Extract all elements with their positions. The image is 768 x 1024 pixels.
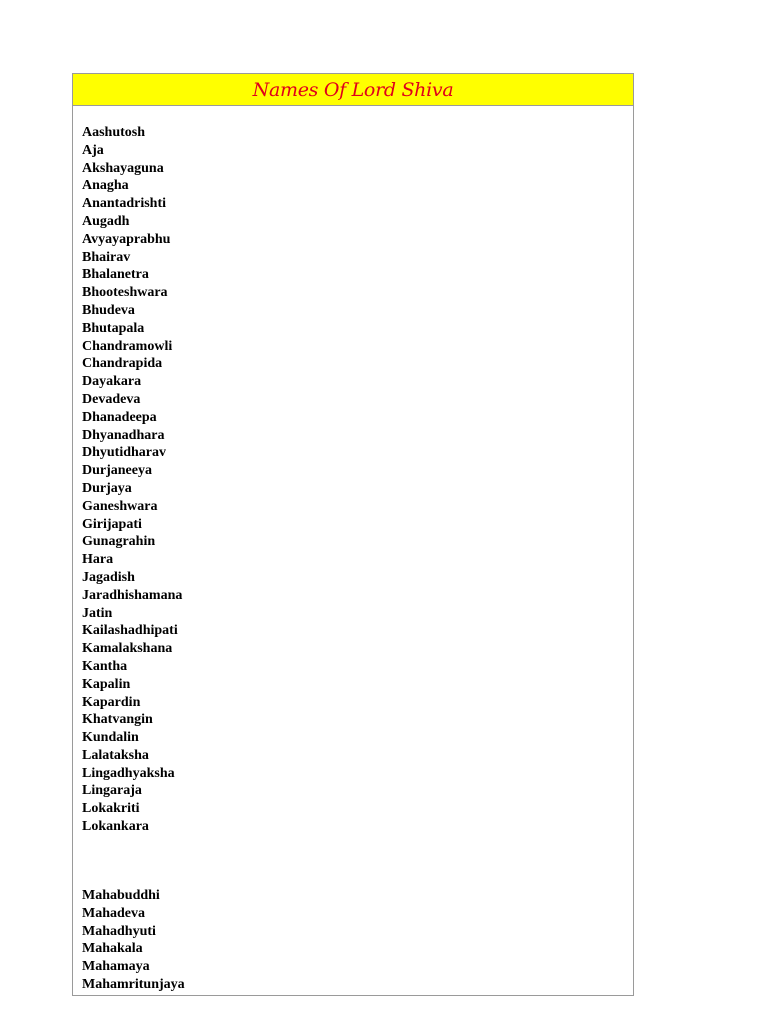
name-list-item: Avyayaprabhu <box>82 231 171 247</box>
name-list-item: Aja <box>82 142 104 158</box>
title-bar <box>73 74 633 106</box>
names-list-group-2 <box>82 887 185 994</box>
name-list-item: Akshayaguna <box>82 160 164 176</box>
name-list-item: Lokankara <box>82 819 149 835</box>
name-list-item: Ganeshwara <box>82 498 158 514</box>
name-list-item: Hara <box>82 552 114 568</box>
name-list-item: Mahadeva <box>82 905 145 921</box>
name-list-item: Kapalin <box>82 676 131 692</box>
name-list-item: Durjaya <box>82 480 132 496</box>
name-list-item: Mahadhyuti <box>82 923 156 939</box>
name-list-item: Gunagrahin <box>82 534 156 550</box>
name-list-item: Mahamritunjaya <box>82 976 185 992</box>
name-list-item: Bhairav <box>82 249 131 265</box>
name-list-item: Lingadhyaksha <box>82 765 175 781</box>
name-list-item: Anantadrishti <box>82 196 167 212</box>
name-list-item: Bhooteshwara <box>82 285 168 301</box>
name-list-item: Kantha <box>82 658 128 674</box>
name-list-item: Dayakara <box>82 374 142 390</box>
name-list-item: Lingaraja <box>82 783 142 799</box>
names-list-group-1 <box>82 124 182 836</box>
name-list-item: Jatin <box>82 605 113 621</box>
name-list-item: Dhyanadhara <box>82 427 165 443</box>
name-list-item: Kapardin <box>82 694 141 710</box>
name-list-item: Bhutapala <box>82 320 145 336</box>
name-list-item: Kailashadhipati <box>82 623 178 639</box>
names-table <box>72 73 634 996</box>
name-list-item: Dhanadeepa <box>82 409 157 425</box>
name-list-item: Khatvangin <box>82 712 153 728</box>
name-list-item: Bhudeva <box>82 302 135 318</box>
name-list-item: Jaradhishamana <box>82 587 183 603</box>
name-list-item: Kundalin <box>82 730 139 746</box>
name-list-item: Kamalakshana <box>82 641 173 657</box>
name-list-item: Dhyutidharav <box>82 445 167 461</box>
page-title: Names Of Lord Shiva <box>252 78 454 101</box>
name-list-item: Lalataksha <box>82 747 149 763</box>
name-list-item: Girijapati <box>82 516 142 532</box>
name-list-item: Mahamaya <box>82 959 150 975</box>
name-list-item: Aashutosh <box>82 125 146 140</box>
name-list-item: Mahakala <box>82 941 143 957</box>
name-list-item: Bhalanetra <box>82 267 149 283</box>
name-list-item: Devadeva <box>82 391 141 407</box>
name-list-item: Lokakriti <box>82 801 140 817</box>
name-list-item: Chandrapida <box>82 356 163 372</box>
name-list-item: Anagha <box>82 178 129 194</box>
name-list-item: Jagadish <box>82 569 135 585</box>
name-list-item: Chandramowli <box>82 338 173 354</box>
name-list-item: Augadh <box>82 213 130 229</box>
name-list-item: Mahabuddhi <box>82 888 160 903</box>
name-list-item: Durjaneeya <box>82 463 152 479</box>
